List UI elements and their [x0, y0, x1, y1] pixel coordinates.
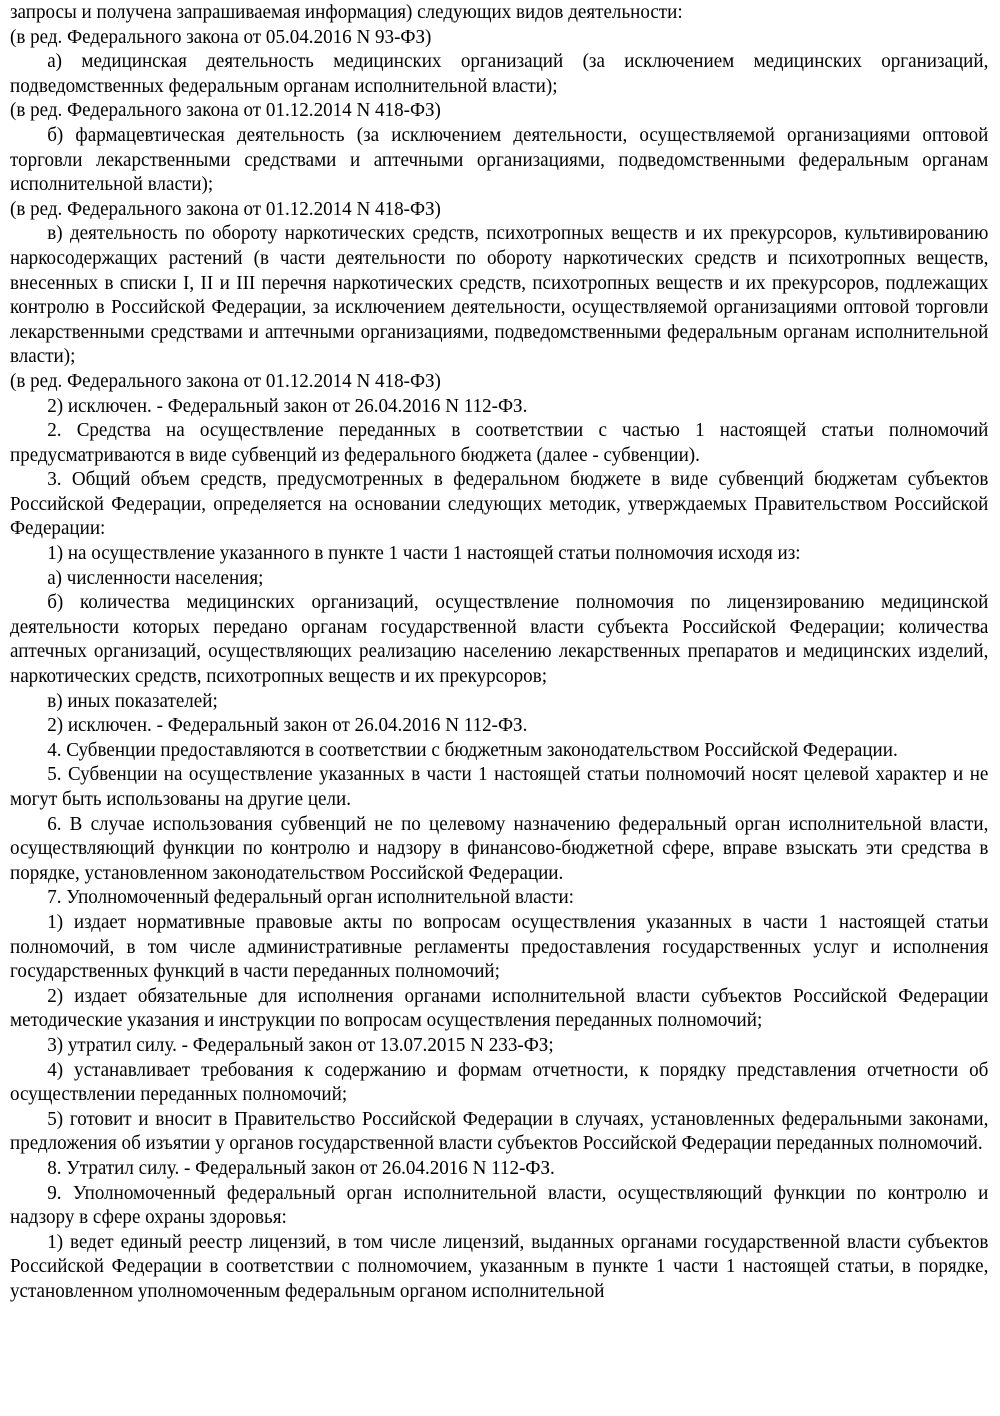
paragraph: 6. В случае использования субвенций не по целевому назначению федеральный орган исполнительной власти, осуществляющий функции по контролю и надзору в финансово-бюджетной сфере, вправе взыскать эти средства в порядке, установленном законодательством Российской Федерации.: [10, 812, 989, 884]
paragraph: 3) утратил силу. - Федеральный закон от 13.07.2015 N 233-ФЗ;: [47, 1033, 554, 1056]
paragraph: в) деятельность по обороту наркотических средств, психотропных веществ и их прекурсоров, культивированию наркосодержащих растений (в части деятельности по обороту наркотических средств и психотропных веществ, внесенных в списки I, II и III перечня наркотических средств, психотропных веществ и их прекурсоров, подлежащих контролю в Российской Федерации, за исключением деятельности, осуществляемой организациями оптовой торговли лекарственными средствами и аптечными организациями, подведомственными федеральным органам исполнительной власти);: [10, 222, 989, 368]
paragraph-intro: запросы и получена запрашиваемая информация) следующих видов деятельности:: [10, 1, 683, 23]
paragraph: 1) издает нормативные правовые акты по вопросам осуществления указанных в части 1 настоящей статьи полномочий, в том числе административные регламенты предоставления государственных услуг и исполнения государственных функций в части переданных полномочий;: [10, 910, 989, 983]
paragraph: 1) на осуществление указанного в пункте 1 части 1 настоящей статьи полномочия исходя из:: [47, 542, 801, 565]
paragraph: 2) издает обязательные для исполнения органами исполнительной власти субъектов Российской Федерации методические указания и инструкции по вопросам осуществления переданных полномочий;: [10, 984, 989, 1032]
paragraph: 2) исключен. - Федеральный закон от 26.04.2016 N 112-ФЗ.: [47, 394, 528, 417]
paragraph: 5. Субвенции на осуществление указанных в части 1 настоящей статьи полномочий носят целевой характер и не могут быть использованы на другие цели.: [10, 763, 989, 810]
paragraph: 2) исключен. - Федеральный закон от 26.04.2016 N 112-ФЗ.: [47, 714, 528, 737]
amendment-note: (в ред. Федерального закона от 01.12.2014 N 418-ФЗ): [10, 99, 441, 122]
amendment-note: (в ред. Федерального закона от 01.12.2014 N 418-ФЗ): [10, 197, 441, 220]
paragraph: 7. Уполномоченный федеральный орган исполнительной власти:: [47, 886, 574, 909]
paragraph: 3. Общий объем средств, предусмотренных в федеральном бюджете в виде субвенций бюджетам субъектов Российской Федерации, определяется на основании следующих методик, утверждаемых Правительством Российской Федерации:: [10, 468, 989, 540]
paragraph: 8. Утратил силу. - Федеральный закон от 26.04.2016 N 112-ФЗ.: [47, 1156, 555, 1179]
paragraph: 4) устанавливает требования к содержанию и формам отчетности, к порядку представления отчетности об осуществлении переданных полномочий;: [10, 1058, 989, 1106]
paragraph: 9. Уполномоченный федеральный орган исполнительной власти, осуществляющий функции по контролю и надзору в сфере охраны здоровья:: [10, 1181, 989, 1229]
paragraph: а) медицинская деятельность медицинских организаций (за исключением медицинских организаций, подведомственных федеральным органам исполнительной власти);: [10, 50, 989, 97]
paragraph: а) численности населения;: [47, 566, 264, 589]
amendment-note: (в ред. Федерального закона от 01.12.2014 N 418-ФЗ): [10, 369, 441, 392]
paragraph: б) фармацевтическая деятельность (за исключением деятельности, осуществляемой организациями оптовой торговли лекарственными средствами и аптечными организациями, подведомственными федеральным органам исполнительной власти);: [10, 123, 989, 196]
amendment-note: (в ред. Федерального закона от 05.04.2016 N 93-ФЗ): [10, 25, 432, 48]
paragraph: 1) ведет единый реестр лицензий, в том числе лицензий, выданных органами государственной власти субъектов Российской Федерации в соответствии с полномочием, указанным в пункте 1 части 1 настоящей статьи, в порядке, установленном уполномоченным федеральным органом исполнительной: [10, 1230, 989, 1302]
paragraph: 2. Средства на осуществление переданных в соответствии с частью 1 настоящей статьи полномочий предусматриваются в виде субвенций из федерального бюджета (далее - субвенции).: [10, 419, 989, 466]
paragraph: в) иных показателей;: [47, 689, 218, 712]
document-page: [10, 0, 988, 1303]
paragraph: б) количества медицинских организаций, осуществление полномочия по лицензированию медицинской деятельности которых передано органам государственной власти субъекта Российской Федерации; количества аптечных организаций, осуществляющих реализацию населению лекарственных препаратов и медицинских изделий, наркотических средств, психотропных веществ и их прекурсоров;: [10, 591, 989, 688]
paragraph: 5) готовит и вносит в Правительство Российской Федерации в случаях, установленных федеральными законами, предложения об изъятии у органов государственной власти субъектов Российской Федерации переданных полномочий.: [10, 1107, 989, 1155]
paragraph: 4. Субвенции предоставляются в соответствии с бюджетным законодательством Российской Федерации.: [47, 738, 898, 761]
